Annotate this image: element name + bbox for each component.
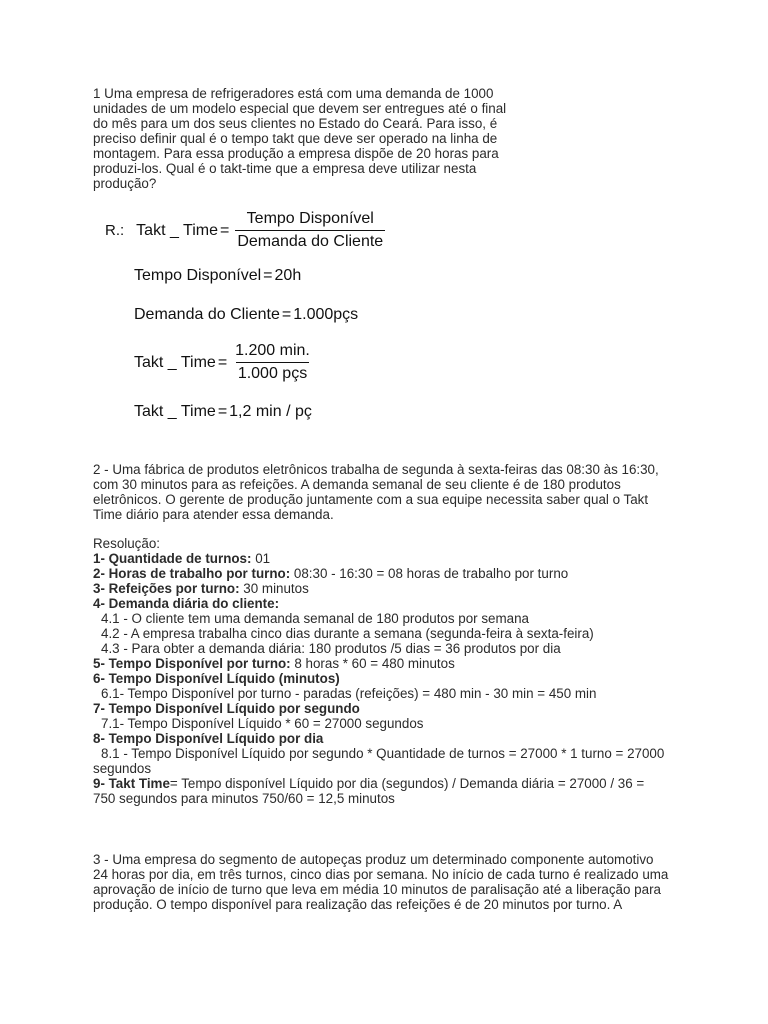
question-1-line: preciso definir qual é o tempo takt que deve ser operado na linha de [93, 131, 498, 146]
resolution-step-label: 3- Refeições por turno: [93, 581, 240, 596]
equals-sign: = [217, 353, 228, 371]
resolution-step [93, 671, 693, 686]
question-2-line: Time diário para atender essa demanda. [93, 507, 334, 522]
question-2 [93, 462, 693, 522]
resolution-step-label: 2- Horas de trabalho por turno: [93, 566, 291, 581]
resolution-step-text: 01 [251, 551, 271, 566]
fraction [235, 210, 385, 251]
takt-time-label: Takt _ Time [134, 353, 216, 371]
question-1-line: produzi-los. Qual é o takt-time que a empresa deve utilizar nesta [93, 161, 477, 176]
question-3 [93, 852, 693, 912]
resolution-step [93, 641, 693, 656]
resolution-step-text: 7.1- Tempo Disponível Líquido * 60 = 27000 segundos [101, 716, 424, 731]
answer-prefix: R.: [105, 222, 125, 239]
resolution-step-label: 8- Tempo Disponível Líquido por dia [93, 731, 324, 746]
fraction [233, 342, 312, 383]
formula-takt-calculation [134, 342, 312, 383]
resolution-step-label: 5- Tempo Disponível por turno: [93, 656, 291, 671]
resolution-step-text: = Tempo disponível Líquido por dia (segundos) / Demanda diária = 27000 / 36 = [169, 776, 645, 791]
resolution-step-text: 8.1 - Tempo Disponível Líquido por segundo * Quantidade de turnos = 27000 * 1 turno = 27000 [101, 746, 665, 761]
resolution-step-label: 7- Tempo Disponível Líquido por segundo [93, 701, 360, 716]
denominator: 1.000 pçs [236, 362, 309, 383]
resolution-step-label: 9- Takt Time [93, 776, 170, 791]
resolution-step-text: 08:30 - 16:30 = 08 horas de trabalho por turno [290, 566, 569, 581]
resolution-step [93, 746, 693, 761]
question-3-line: 24 horas por dia, em três turnos, cinco dias por semana. No início de cada turno é realizado uma [93, 867, 669, 882]
resolution-heading: Resolução: [93, 536, 160, 551]
question-3-line: aprovação de início de turno que leva em média 10 minutos de paralisação até a liberação para [93, 882, 661, 897]
question-1-line: 1 Uma empresa de refrigeradores está com uma demanda de 1000 [93, 86, 494, 101]
formula-customer-demand [134, 306, 358, 324]
question-1 [93, 86, 533, 191]
resolution-step [93, 611, 693, 626]
resolution-step-text: segundos [93, 761, 152, 776]
resolution-step [93, 731, 693, 746]
numerator: Tempo Disponível [246, 210, 374, 227]
resolution-step [93, 626, 693, 641]
numerator: 1.200 min. [235, 342, 310, 359]
question-1-line: montagem. Para essa produção a empresa dispõe de 20 horas para [93, 146, 499, 161]
takt-time-result: 1,2 min / pç [229, 403, 312, 420]
resolution-block [93, 536, 693, 806]
available-time-label: Tempo Disponível [134, 267, 262, 284]
question-3-line: produção. O tempo disponível para realização das refeições é de 20 minutos por turno. A [93, 897, 623, 912]
resolution-step-text: 4.3 - Para obter a demanda diária: 180 produtos /5 dias = 36 produtos por dia [101, 641, 561, 656]
customer-demand-label: Demanda do Cliente [134, 306, 280, 323]
takt-time-label: Takt _ Time [136, 221, 218, 239]
question-1-line: produção? [93, 176, 157, 191]
takt-time-formula-block [105, 208, 435, 428]
resolution-step [93, 656, 693, 671]
resolution-step [93, 551, 693, 566]
formula-takt-result [134, 403, 312, 421]
denominator: Demanda do Cliente [235, 230, 385, 251]
resolution-step [93, 566, 693, 581]
resolution-step-label: 4- Demanda diária do cliente: [93, 596, 280, 611]
resolution-step-text: 4.2 - A empresa trabalha cinco dias durante a semana (segunda-feira à sexta-feira) [101, 626, 594, 641]
resolution-step [93, 716, 693, 731]
question-1-line: do mês para um dos seus clientes no Estado do Ceará. Para isso, é [93, 116, 498, 131]
question-2-line: 2 - Uma fábrica de produtos eletrônicos trabalha de segunda à sexta-feiras das 08:30 às 16:30, [93, 462, 659, 477]
resolution-step [93, 761, 693, 776]
resolution-step [93, 776, 693, 791]
question-2-line: eletrônicos. O gerente de produção juntamente com a sua equipe necessita saber qual o Takt [93, 492, 649, 507]
resolution-step-text: 6.1- Tempo Disponível por turno - paradas (refeições) = 480 min - 30 min = 450 min [101, 686, 597, 701]
resolution-step-label: 6- Tempo Disponível Líquido (minutos) [93, 671, 340, 686]
takt-time-label: Takt _ Time [134, 403, 216, 420]
equals-sign: = [263, 267, 273, 284]
resolution-step [93, 581, 693, 596]
resolution-step [93, 686, 693, 701]
customer-demand-value: 1.000pçs [293, 306, 359, 323]
resolution-step-text: 750 segundos para minutos 750/60 = 12,5 minutos [93, 791, 395, 806]
resolution-step-text: 4.1 - O cliente tem uma demanda semanal de 180 produtos por semana [101, 611, 530, 626]
question-3-line: 3 - Uma empresa do segmento de autopeças produz um determinado componente automotivo [93, 852, 654, 867]
question-1-line: unidades de um modelo especial que devem ser entregues até o final [93, 101, 507, 116]
resolution-step-text: 8 horas * 60 = 480 minutos [290, 656, 455, 671]
question-2-line: com 30 minutos para as refeições. A demanda semanal de seu cliente é de 180 produtos [93, 477, 621, 492]
equals-sign: = [219, 221, 230, 239]
equals-sign: = [217, 403, 228, 420]
formula-takt-definition [105, 210, 385, 251]
resolution-step [93, 791, 693, 806]
resolution-step [93, 701, 693, 716]
resolution-step [93, 596, 693, 611]
equals-sign: = [281, 306, 292, 323]
resolution-step-label: 1- Quantidade de turnos: [93, 551, 252, 566]
resolution-step-text: 30 minutos [239, 581, 309, 596]
available-time-value: 20h [274, 267, 302, 284]
resolution-steps [93, 551, 693, 806]
formula-available-time [134, 267, 301, 285]
